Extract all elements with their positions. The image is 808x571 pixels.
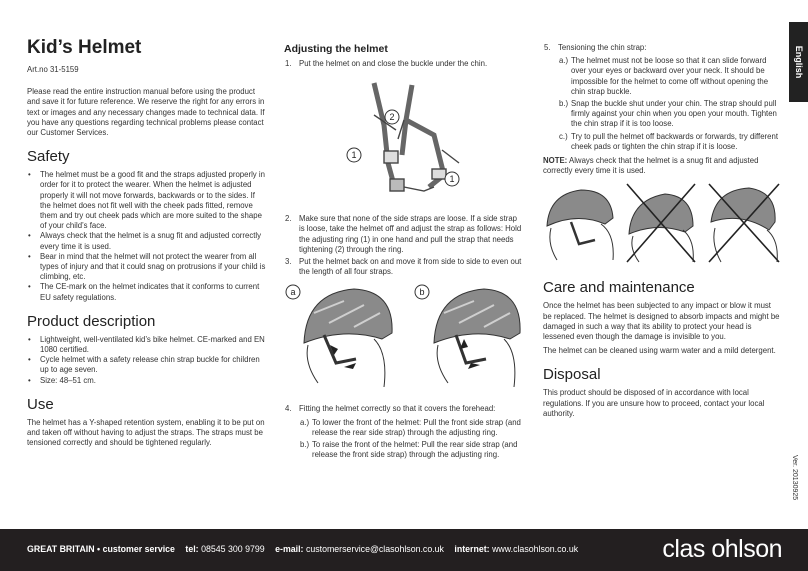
substep-mark: c.)	[559, 131, 568, 141]
internet-label: internet:	[454, 544, 490, 554]
steps-list-2	[284, 214, 522, 277]
step-number: 2.	[285, 214, 292, 224]
callout-label: 1	[351, 150, 357, 161]
footer-contact	[27, 544, 578, 554]
substep-mark: a.)	[559, 56, 569, 66]
steps-list-4	[543, 43, 781, 152]
note-text: Always check that the helmet is a snug fit and adjusted correctly every time it is used.	[543, 156, 759, 176]
column-middle	[284, 43, 522, 462]
steps-list	[284, 59, 522, 69]
step-number: 4.	[285, 404, 292, 414]
callout-label: 1	[449, 174, 455, 185]
helmet-fit-figures	[284, 283, 522, 398]
figure-label: a	[290, 287, 296, 298]
note	[543, 156, 781, 176]
callout-label: 2	[389, 112, 395, 123]
steps-list-3	[284, 404, 522, 460]
substep-text: To raise the front of the helmet: Pull the rear side strap (and release the front side strap) through the adjusting ring.	[312, 440, 518, 460]
helmet-position-figures	[543, 182, 781, 269]
step-text: Fitting the helmet correctly so that it covers the forehead:	[299, 404, 496, 414]
helmet-fit-illustration	[284, 283, 522, 393]
note-label: NOTE:	[543, 156, 568, 166]
use-heading: Use	[27, 395, 54, 413]
step-number: 1.	[285, 59, 292, 68]
tel-value[interactable]: 08545 300 9799	[201, 544, 265, 554]
list-item: • Bear in mind that the helmet will not protect the wearer from all types of injury and that it could snag on protrusions if your child is climbing, etc.	[27, 252, 267, 283]
step-text: Make sure that none of the side straps are loose. If a side strap is loose, take the helmet off and adjust the strap as follows: Hold the adjusting ring (1) in one hand and pull the strap that needs tightening (2) through the ring.	[299, 214, 522, 254]
web-value[interactable]: www.clasohlson.co.uk	[492, 544, 579, 554]
step-number: 5.	[544, 43, 551, 52]
version-text: Ver. 20130925	[791, 455, 798, 501]
list-item: • Lightweight, well-ventilated kid’s bike helmet. CE-marked and EN 1080 certified.	[27, 335, 267, 355]
callout-1-left	[347, 148, 361, 162]
step-text: Tensioning the chin strap:	[558, 43, 647, 52]
helmet-position-illustration	[543, 182, 781, 264]
figure-a	[286, 285, 392, 387]
list-item: • The CE-mark on the helmet indicates that it conforms to current EU safety regulations.	[27, 282, 267, 302]
step-3	[284, 257, 522, 277]
use-text: The helmet has a Y-shaped retention system, enabling it to be put on and taken off without having to adjust the straps. The straps must be tensioned correctly and should be tightened regularly.	[27, 417, 265, 448]
list-item: • The helmet must be a good fit and the straps adjusted properly in order for it to protect the wearer. When the helmet is adjusted properly it will not move forwards, backwards or to the sides. If the helmet does not fit well with the cheek pads fitted, remove them and try out cheek pads which are more suited to the shape of your child’s face.	[27, 170, 267, 231]
email-value[interactable]: customerservice@clasohlson.co.uk	[305, 544, 444, 554]
substep-a	[299, 418, 522, 438]
step-2	[284, 214, 522, 255]
list-item: • Size: 48–51 cm.	[27, 376, 267, 386]
step-number: 3.	[285, 257, 292, 267]
disposal-text: This product should be disposed of in accordance with local regulations. If you are unsure how to proceed, contact your local authority.	[543, 388, 765, 418]
page-title: Kid’s Helmet	[27, 37, 142, 58]
email-label: e-mail:	[275, 544, 304, 554]
language-tab-label: English	[794, 45, 804, 79]
brand-logo: clas ohlson	[662, 535, 782, 563]
safety-heading: Safety	[27, 148, 70, 166]
substep-text: Snap the buckle shut under your chin. The strap should pull firmly against your chin when you open your mouth. Tighten the chin strap if it is too loose.	[571, 99, 777, 129]
substep-text: Try to pull the helmet off backwards or forwards, try different cheek pads or tighten the chin strap if it is loose.	[571, 131, 778, 151]
step-text: Put the helmet back on and move it from side to side to even out the length of all four straps.	[299, 257, 522, 277]
footer-service: customer service	[102, 544, 175, 554]
callout-1-right	[445, 172, 459, 186]
article-number: Art.no 31-5159	[27, 65, 79, 74]
version-label	[786, 455, 800, 515]
helmet-wrong-forward	[627, 184, 695, 262]
helmet-correct	[547, 190, 613, 260]
figure-label: b	[419, 287, 425, 298]
substep-c	[558, 132, 781, 152]
substeps-list	[299, 418, 522, 461]
adjusting-heading: Adjusting the helmet	[284, 43, 388, 55]
column-left	[27, 37, 267, 448]
substep-text: To lower the front of the helmet: Pull the front side strap (and release the rear side strap) through the adjusting ring.	[312, 417, 521, 437]
step-5	[543, 43, 781, 152]
substeps-list	[558, 56, 781, 152]
step-4	[284, 404, 522, 460]
tel-label: tel:	[185, 544, 199, 554]
substep-mark: b.)	[300, 440, 310, 450]
list-item: • Always check that the helmet is a snug fit and adjusted correctly every time it is used.	[27, 231, 267, 251]
figure-b	[415, 285, 520, 387]
disposal-heading: Disposal	[543, 366, 601, 384]
step-1	[284, 59, 522, 69]
callout-2	[385, 110, 399, 124]
substep-text: The helmet must not be loose so that it can slide forward over your eyes or backward over your neck. It should be impossible for the helmet to come off without opening the chin strap buckle.	[571, 56, 769, 96]
safety-list	[27, 170, 267, 303]
care-heading: Care and maintenance	[543, 279, 695, 297]
substep-b	[299, 440, 522, 460]
substep-a	[558, 56, 781, 97]
footer-separator: •	[94, 544, 103, 554]
care-text-2: The helmet can be cleaned using warm water and a mild detergent.	[543, 346, 776, 356]
footer	[0, 529, 808, 571]
footer-country: GREAT BRITAIN	[27, 544, 95, 554]
substep-b	[558, 99, 781, 130]
product-list	[27, 335, 267, 386]
step-text: Put the helmet on and close the buckle under the chin.	[299, 59, 488, 68]
helmet-wrong-backward	[709, 184, 779, 262]
substep-mark: a.)	[300, 417, 310, 427]
substep-mark: b.)	[559, 99, 569, 109]
column-right	[543, 43, 781, 419]
care-text-1: Once the helmet has been subjected to any impact or blow it must be replaced. The helmet is designed to absorb impacts and might be damaged in such a way that its ability to protect your head is lessened even though the damage is invisible to you.	[543, 301, 780, 342]
product-description-heading: Product description	[27, 312, 156, 330]
language-tab	[789, 22, 808, 102]
strap-illustration	[284, 75, 522, 203]
intro-text: Please read the entire instruction manual before using the product and save it for future reference. We reserve the right for any errors in text or images and any necessary changes made to technical data. If you have any questions regarding technical problems please contact our Customer Services.	[27, 87, 265, 138]
strap-figure	[284, 75, 522, 208]
list-item: • Cycle helmet with a safety release chin strap buckle for children up to age seven.	[27, 355, 267, 375]
